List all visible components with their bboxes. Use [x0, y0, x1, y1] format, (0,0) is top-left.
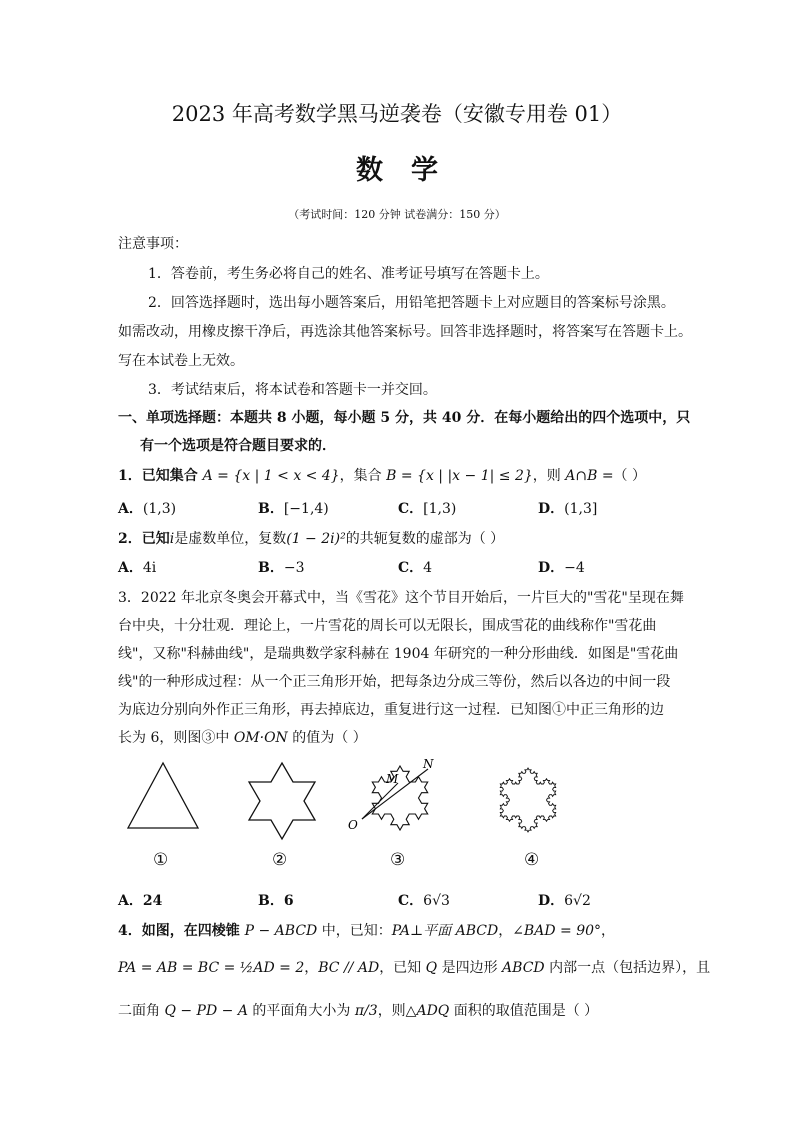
paper-title: 2023 年高考数学黑马逆袭卷（安徽专用卷 01）	[171, 102, 623, 126]
segment-om	[362, 783, 398, 819]
question-3-line-2: 台中央，十分壮观．理论上，一片雪花的周长可以无限长，围成雪花的曲线称作"雪花曲	[118, 618, 657, 634]
notice-heading: 注意事项：	[118, 236, 188, 252]
q4-part: ，	[498, 923, 513, 939]
q1-stem-part: ，集合	[339, 468, 387, 484]
figure-label-4: ④	[524, 850, 540, 870]
q4-expression: ADQ	[416, 1003, 450, 1019]
q1-option-b: B．[−1,4)	[258, 501, 329, 517]
q1-set-a: A = {x | 1 < x < 4}	[202, 468, 340, 484]
notice-item-2-line-3: 写在本试卷上无效。	[118, 353, 244, 369]
notice-item-3: 3．考试结束后，将本试卷和答题卡一并交回。	[148, 382, 437, 398]
notice-item-2-line-1: 2．回答选择题时，选出每小题答案后，用铅笔把答题卡上对应题目的答案标号涂黑。	[148, 295, 675, 311]
q1-option-d: D．(1,3]	[538, 501, 598, 517]
q2-stem-part: 的共轭复数的虚部为（ ）	[345, 531, 505, 547]
q3-option-a: A．24	[118, 893, 163, 909]
q2-option-d: D．−4	[538, 560, 585, 576]
q4-part: 内部一点（包括边界），且	[544, 960, 711, 976]
q3-option-c: C．6√3	[398, 893, 450, 909]
q2-stem-part: 2．已知	[118, 531, 170, 547]
q4-part: 中，已知：	[317, 923, 392, 939]
q4-expression: ABCD	[502, 960, 545, 976]
q4-part: ，	[304, 960, 319, 976]
q4-expression: π/3	[354, 1003, 378, 1019]
point-label-o: O	[348, 818, 358, 832]
q2-expression: (1 − 2i)²	[286, 531, 346, 547]
exam-info: （考试时间：120 分钟 试卷满分：150 分）	[288, 208, 506, 221]
question-1-stem	[118, 465, 646, 485]
figure-4-snowflake	[500, 768, 555, 832]
q4-part: 二面角	[118, 1003, 165, 1019]
point-label-n: N	[423, 757, 434, 771]
question-4-line-3	[118, 1000, 598, 1020]
q3-option-d: D．6√2	[538, 893, 591, 909]
q4-expression: BC // AD	[318, 960, 380, 976]
q4-part: ，则△	[377, 1003, 417, 1019]
q4-expression: Q − PD − A	[164, 1003, 248, 1019]
q2-i-symbol: i	[169, 531, 175, 547]
q1-option-c: C．[1,3)	[398, 501, 457, 517]
question-3-line-5: 为底边分别向外作正三角形，再去掉底边，重复进行这一过程．已知图①中正三角形的边	[118, 702, 664, 718]
notice-item-1: 1．答卷前，考生务必将自己的姓名、准考证号填写在答题卡上。	[148, 266, 549, 282]
q3-option-b: B．6	[258, 893, 294, 909]
figure-label-3: ③	[390, 850, 406, 870]
q4-part: ，已知	[379, 960, 426, 976]
q1-stem-part: ，则	[532, 468, 566, 484]
q1-option-a: A．(1,3)	[118, 501, 177, 517]
notice-item-2-line-2: 如需改动，用橡皮擦干净后，再选涂其他答案标号。回答非选择题时，将答案写在答题卡上。	[118, 324, 692, 340]
q2-stem-part: 是虚数单位，复数	[174, 531, 287, 547]
q4-expression: PA = AB = BC = ½AD = 2	[118, 960, 305, 976]
q4-part: 面积的取值范围是（ ）	[449, 1003, 599, 1019]
question-2-stem	[118, 528, 504, 548]
q4-expression: Q	[425, 960, 438, 976]
q3-line-6-part: 长为 6，则图③中	[118, 730, 234, 746]
point-label-m: M	[386, 772, 399, 786]
q4-expression: P − ABCD	[244, 923, 318, 939]
section-1-heading-line-2: 有一个选项是符合题目要求的．	[140, 438, 336, 454]
q1-set-b: B = {x | |x − 1| ≤ 2}	[386, 468, 533, 484]
q2-option-b: B．−3	[258, 560, 305, 576]
q4-expression: ∠BAD = 90°	[512, 923, 602, 939]
q4-part: 4．如图，在四棱锥	[118, 923, 245, 939]
question-3-line-1: 3．2022 年北京冬奥会开幕式中，当《雪花》这个节目开始后，一片巨大的"雪花"呈现在舞	[118, 590, 684, 606]
q3-vector-expression: OM·ON	[233, 730, 288, 746]
q1-expression: A∩B	[565, 468, 598, 484]
subject-heading: 数学	[356, 155, 466, 186]
figure-label-2: ②	[272, 850, 288, 870]
figure-1-triangle	[128, 763, 198, 828]
figure-2-star	[249, 763, 315, 839]
q1-stem-part: =（ ）	[597, 468, 647, 484]
q4-part: ，	[601, 923, 616, 939]
q3-line-6-part: 的值为（ ）	[287, 730, 367, 746]
koch-snowflake-figures	[110, 755, 590, 850]
q4-expression: PA⊥平面 ABCD	[391, 923, 499, 939]
q1-stem-part: 1．已知集合	[118, 468, 203, 484]
question-3-line-6	[118, 727, 367, 747]
question-3-line-4: 线"的一种形成过程：从一个正三角形开始，把每条边分成三等份，然后以各边的中间一段	[118, 674, 671, 690]
q4-part: 是四边形	[437, 960, 503, 976]
q2-option-c: C．4	[398, 560, 433, 576]
figure-label-1: ①	[153, 850, 169, 870]
question-4-line-1	[118, 920, 615, 940]
q4-part: 的平面角大小为	[247, 1003, 355, 1019]
question-4-line-2	[118, 957, 710, 977]
section-1-heading-line-1: 一、单项选择题：本题共 8 小题，每小题 5 分，共 40 分．在每小题给出的四个选项中，只	[118, 410, 691, 426]
question-3-line-3: 线"，又称"科赫曲线"，是瑞典数学家科赫在 1904 年研究的一种分形曲线．如图是"雪花曲	[118, 646, 679, 662]
q2-option-a: A．4i	[118, 560, 157, 576]
